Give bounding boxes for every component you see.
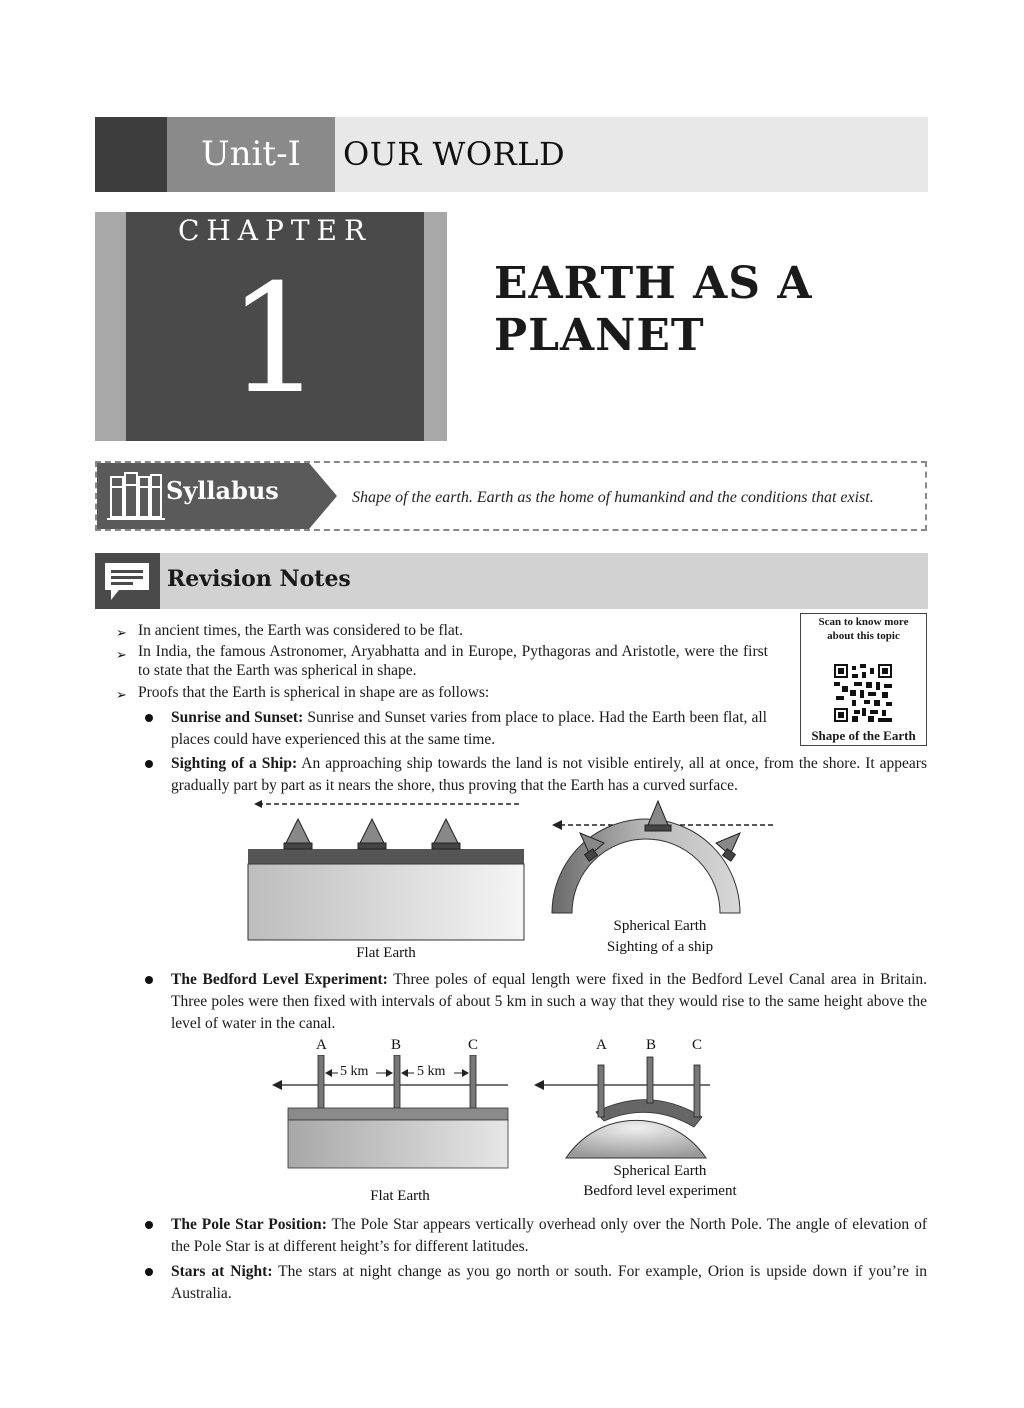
distance-label-ab: 5 km [340, 1064, 369, 1079]
ship-icon [284, 819, 460, 849]
distance-label-bc: 5 km [417, 1064, 446, 1079]
qr-footer: Shape of the Earth [811, 728, 916, 743]
arrow-head-icon [254, 800, 262, 808]
bullet-dot [145, 760, 153, 768]
pole-a [318, 1055, 324, 1108]
pole-label-a: A [596, 1037, 607, 1053]
revision-notes-title: Revision Notes [167, 566, 351, 592]
proof-title: Sighting of a Ship [171, 755, 292, 772]
pole-label-c: C [692, 1037, 703, 1053]
arrow-bullet-icon: ➢ [116, 688, 127, 703]
proof-title: Sunrise and Sunset [171, 709, 299, 726]
proof-pole-star [171, 1214, 927, 1258]
qr-code-icon[interactable] [834, 664, 892, 722]
proof-text: The stars at night change as you go north or south. For example, Orion is upside down if you’re in Australia. [171, 1263, 927, 1302]
unit-banner-dark-block [95, 117, 167, 192]
arrow-head-icon [552, 820, 562, 830]
pole-label-b: B [646, 1037, 657, 1053]
ship-flat-caption: Flat Earth [356, 945, 416, 961]
pole-b [394, 1055, 400, 1108]
pole-c [694, 1065, 700, 1117]
pole-label-b: B [391, 1037, 402, 1053]
pole-a [598, 1065, 604, 1117]
arrow-bullet-icon: ➢ [116, 626, 127, 641]
unit-label: Unit-I [200, 134, 301, 174]
proof-title: The Pole Star Position [171, 1216, 322, 1233]
proof-text: An approaching ship towards the land is not visible entirely, all at once, from the shore. It appears gradually part by part as it nears the shore, thus proving that the Earth has a curved surface. [171, 755, 928, 794]
flat-earth-surface [248, 849, 524, 864]
spherical-dome [566, 1120, 706, 1158]
chapter-number: 1 [227, 253, 323, 427]
note-3: Proofs that the Earth is spherical in shape are as follows: [138, 684, 490, 701]
bullet-dot [145, 714, 153, 722]
proof-title: Stars at Night [171, 1263, 268, 1280]
pole-c [470, 1055, 476, 1108]
pole-label-a: A [316, 1037, 327, 1053]
pole-label-c: C [468, 1037, 479, 1053]
chapter-word: CHAPTER [177, 214, 373, 247]
chapter-title: EARTH AS A PLANET [494, 258, 813, 361]
proof-bedford [171, 969, 927, 1035]
arrow-head-icon [272, 1080, 282, 1090]
flat-earth-ground [248, 864, 524, 940]
proof-separator: : [291, 755, 298, 772]
flat-ground [288, 1120, 508, 1168]
note-bubble-icon [101, 560, 153, 604]
bullet-dot [145, 976, 153, 984]
proof-separator: : [267, 1263, 273, 1280]
proof-text: The Pole Star appears vertically overhead only over the North Pole. The angle of elevation of the Pole Star is at different height’s for different latitudes. [171, 1216, 927, 1255]
proof-separator: : [321, 1216, 327, 1233]
syllabus-text: Shape of the earth. Earth as the home of humankind and the conditions that exist. [352, 489, 874, 506]
flat-surface [288, 1108, 508, 1120]
note-2: In India, the famous Astronomer, Aryabhatta and in Europe, Pythagoras and Aristotle, were the first to state that the Earth was spherical in shape. [138, 643, 768, 679]
bullet-dot [145, 1221, 153, 1229]
proof-ship [171, 753, 927, 797]
note-1: In ancient times, the Earth was considered to be flat. [138, 622, 463, 639]
bedford-figure [270, 1055, 720, 1170]
arrow-bullet-icon: ➢ [116, 648, 127, 663]
ship-sphere-caption-2: Sighting of a ship [606, 939, 714, 955]
proof-text: Three poles of equal length were fixed in the Bedford Level Canal area in Britain. Three poles were then fixed with intervals of about 5 km in such a way that they would rise to the same height above the level of water in the canal. [171, 971, 927, 1032]
bedford-sphere-caption-2: Bedford level experiment [583, 1183, 737, 1199]
bullet-dot [145, 1268, 153, 1276]
proof-stars [171, 1261, 927, 1305]
ship-sphere-caption: Spherical Earth [613, 918, 707, 934]
proof-separator: : [298, 709, 304, 726]
bedford-flat-caption: Flat Earth [370, 1188, 430, 1204]
syllabus-title: Syllabus [166, 476, 279, 505]
unit-title: OUR WORLD [343, 135, 566, 173]
bedford-sphere-caption: Spherical Earth [613, 1163, 707, 1179]
qr-caption: Scan to know more about this topic [818, 616, 909, 642]
proof-text: Sunrise and Sunset varies from place to place. Had the Earth been flat, all places could have experienced this at the same time. [171, 709, 767, 748]
pole-b [647, 1057, 653, 1103]
proof-sunrise [171, 707, 767, 751]
arrow-head-icon [534, 1080, 544, 1090]
proof-title: The Bedford Level Experiment: [171, 971, 388, 988]
